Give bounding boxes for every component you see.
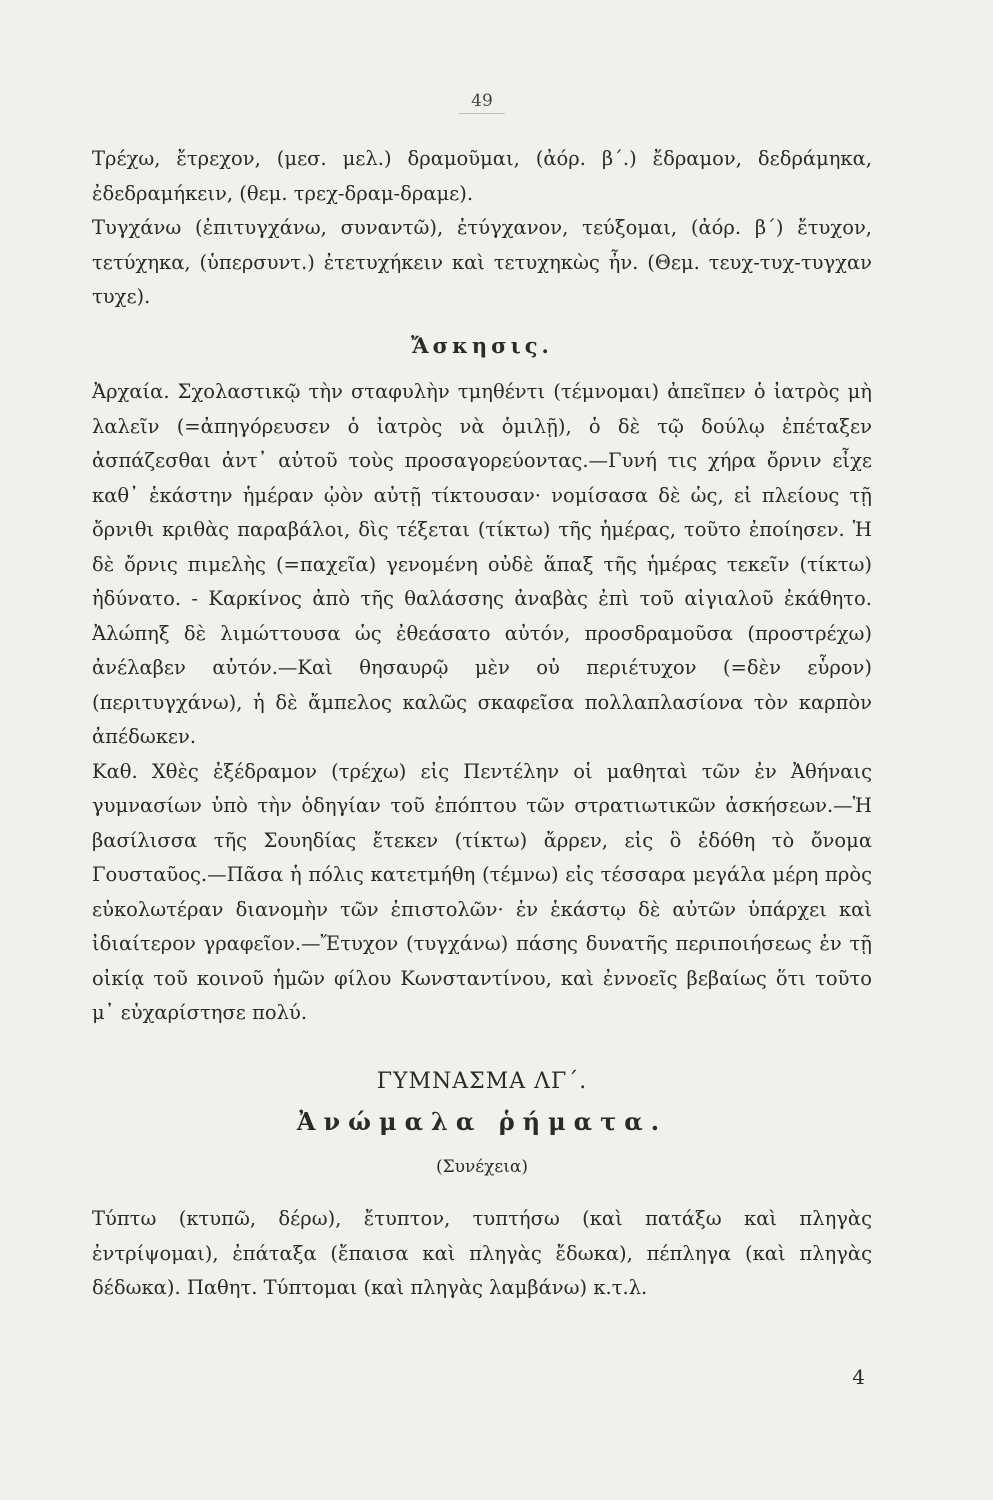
paragraph-trecho: Τρέχω, ἔτρεχον, (μεσ. μελ.) δραμοῦμαι, (ἀόρ. β΄.) ἔδραμον, δεδράμηκα, ἐδεδραμήκειν, (θεμ. τρεχ-δραμ-δραμε). bbox=[92, 147, 872, 205]
heading-anomala: Ἀνώμαλα ῥήματα. bbox=[296, 1107, 668, 1136]
paragraph-typto: Τύπτω (κτυπῶ, δέρω), ἔτυπτον, τυπτήσω (καὶ πατάξω καὶ πληγὰς ἐντρίψομαι), ἐπάταξα (ἔπαισα καὶ πληγὰς ἔδωκα), πέπληγα (καὶ πληγὰς δέδωκα). Παθητ. Τύπτομαι (καὶ πληγὰς λαμβάνω) κ.τ.λ. bbox=[92, 1207, 872, 1299]
paragraph-archaia: Ἀρχαία. Σχολαστικῷ τὴν σταφυλὴν τμηθέντι (τέμνομαι) ἀπεῖπεν ὁ ἰατρὸς μὴ λαλεῖν (=ἀπηγόρευσεν ὁ ἰατρὸς νὰ ὁμιλῇ), ὁ δὲ τῷ δούλῳ ἐπέταξεν ἀσπάζεσθαι ἀντ᾽ αὐτοῦ τοὺς προσαγορεύοντας.—Γυνή τις χήρα ὄρνιν εἶχε καθ᾽ ἑκάστην ἡμέραν ᾠὸν αὐτῇ τίκτουσαν· νομίσασα δὲ ὡς, εἰ πλείους τῇ ὄρνιθι κριθὰς παραβάλοι, δὶς τέξεται (τίκτω) τῆς ἡμέρας, τοῦτο ἐποίησεν. Ἡ δὲ ὄρνις πιμελὴς (=παχεῖα) γενομένη οὐδὲ ἅπαξ τῆς ἡμέρας τεκεῖν (τίκτω) ἠδύνατο. - Καρκίνος ἀπὸ τῆς θαλάσσης ἀναβὰς ἐπὶ τοῦ αἰγιαλοῦ ἐκάθητο. Ἀλώπηξ δὲ λιμώττουσα ὡς ἐθεάσατο αὐτόν, προσδραμοῦσα (προστρέχω) ἀνέλαβεν αὐτόν.—Καὶ θησαυρῷ μὲν οὐ περιέτυχον (=δὲν εὗρον) (περιτυγχάνω), ἡ δὲ ἄμπελος καλῶς σκαφεῖσα πολλαπλασίονα τὸν καρπὸν ἀπέδωκεν. bbox=[92, 380, 872, 748]
heading-askisis: Ἄσκησις. bbox=[411, 332, 553, 358]
paragraph-tynchano: Τυγχάνω (ἐπιτυγχάνω, συναντῶ), ἐτύγχανον, τεύξομαι, (ἀόρ. β΄) ἔτυχον, τετύχηκα, (ὑπερσυντ.) ἐτετυχήκειν καὶ τετυχηκὼς ἦν. (Θεμ. τευχ-τυχ-τυγχαν τυχε). bbox=[92, 216, 872, 308]
paragraph-kath: Καθ. Χθὲς ἐξέδραμον (τρέχω) εἰς Πεντέλην οἱ μαθηταὶ τῶν ἐν Ἀθήναις γυμνασίων ὑπὸ τὴν ὁδηγίαν τοῦ ἐπόπτου τῶν στρατιωτικῶν ἀσκήσεων.—Ἡ βασίλισσα τῆς Σουηδίας ἔτεκεν (τίκτω) ἄρρεν, εἰς ὃ ἐδόθη τὸ ὄνομα Γουσταῦος.—Πᾶσα ἡ πόλις κατετμήθη (τέμνω) εἰς τέσσαρα μεγάλα μέρη πρὸς εὐκολωτέραν διανομὴν τῶν ἐπιστολῶν· ἐν ἑκάστῳ δὲ αὐτῶν ὑπάρχει καὶ ἰδιαίτερον γραφεῖον.—Ἔτυχον (τυγχάνω) πάσης δυνατῆς περιποιήσεως ἐν τῇ οἰκίᾳ τοῦ κοινοῦ ἡμῶν φίλου Κωνσταντίνου, καὶ ἐννοεῖς βεβαίως ὅτι τοῦτο μ᾽ εὐχαρίστησε πολύ. bbox=[92, 759, 872, 1024]
heading-synecheia: (Συνέχεια) bbox=[435, 1156, 528, 1177]
page-body bbox=[92, 90, 872, 1306]
heading-gymnasma: ΓΥΜΝΑΣΜΑ ΛΓ΄. bbox=[376, 1068, 588, 1094]
signature-mark: 4 bbox=[852, 1365, 865, 1389]
page-number: 49 bbox=[92, 90, 872, 112]
